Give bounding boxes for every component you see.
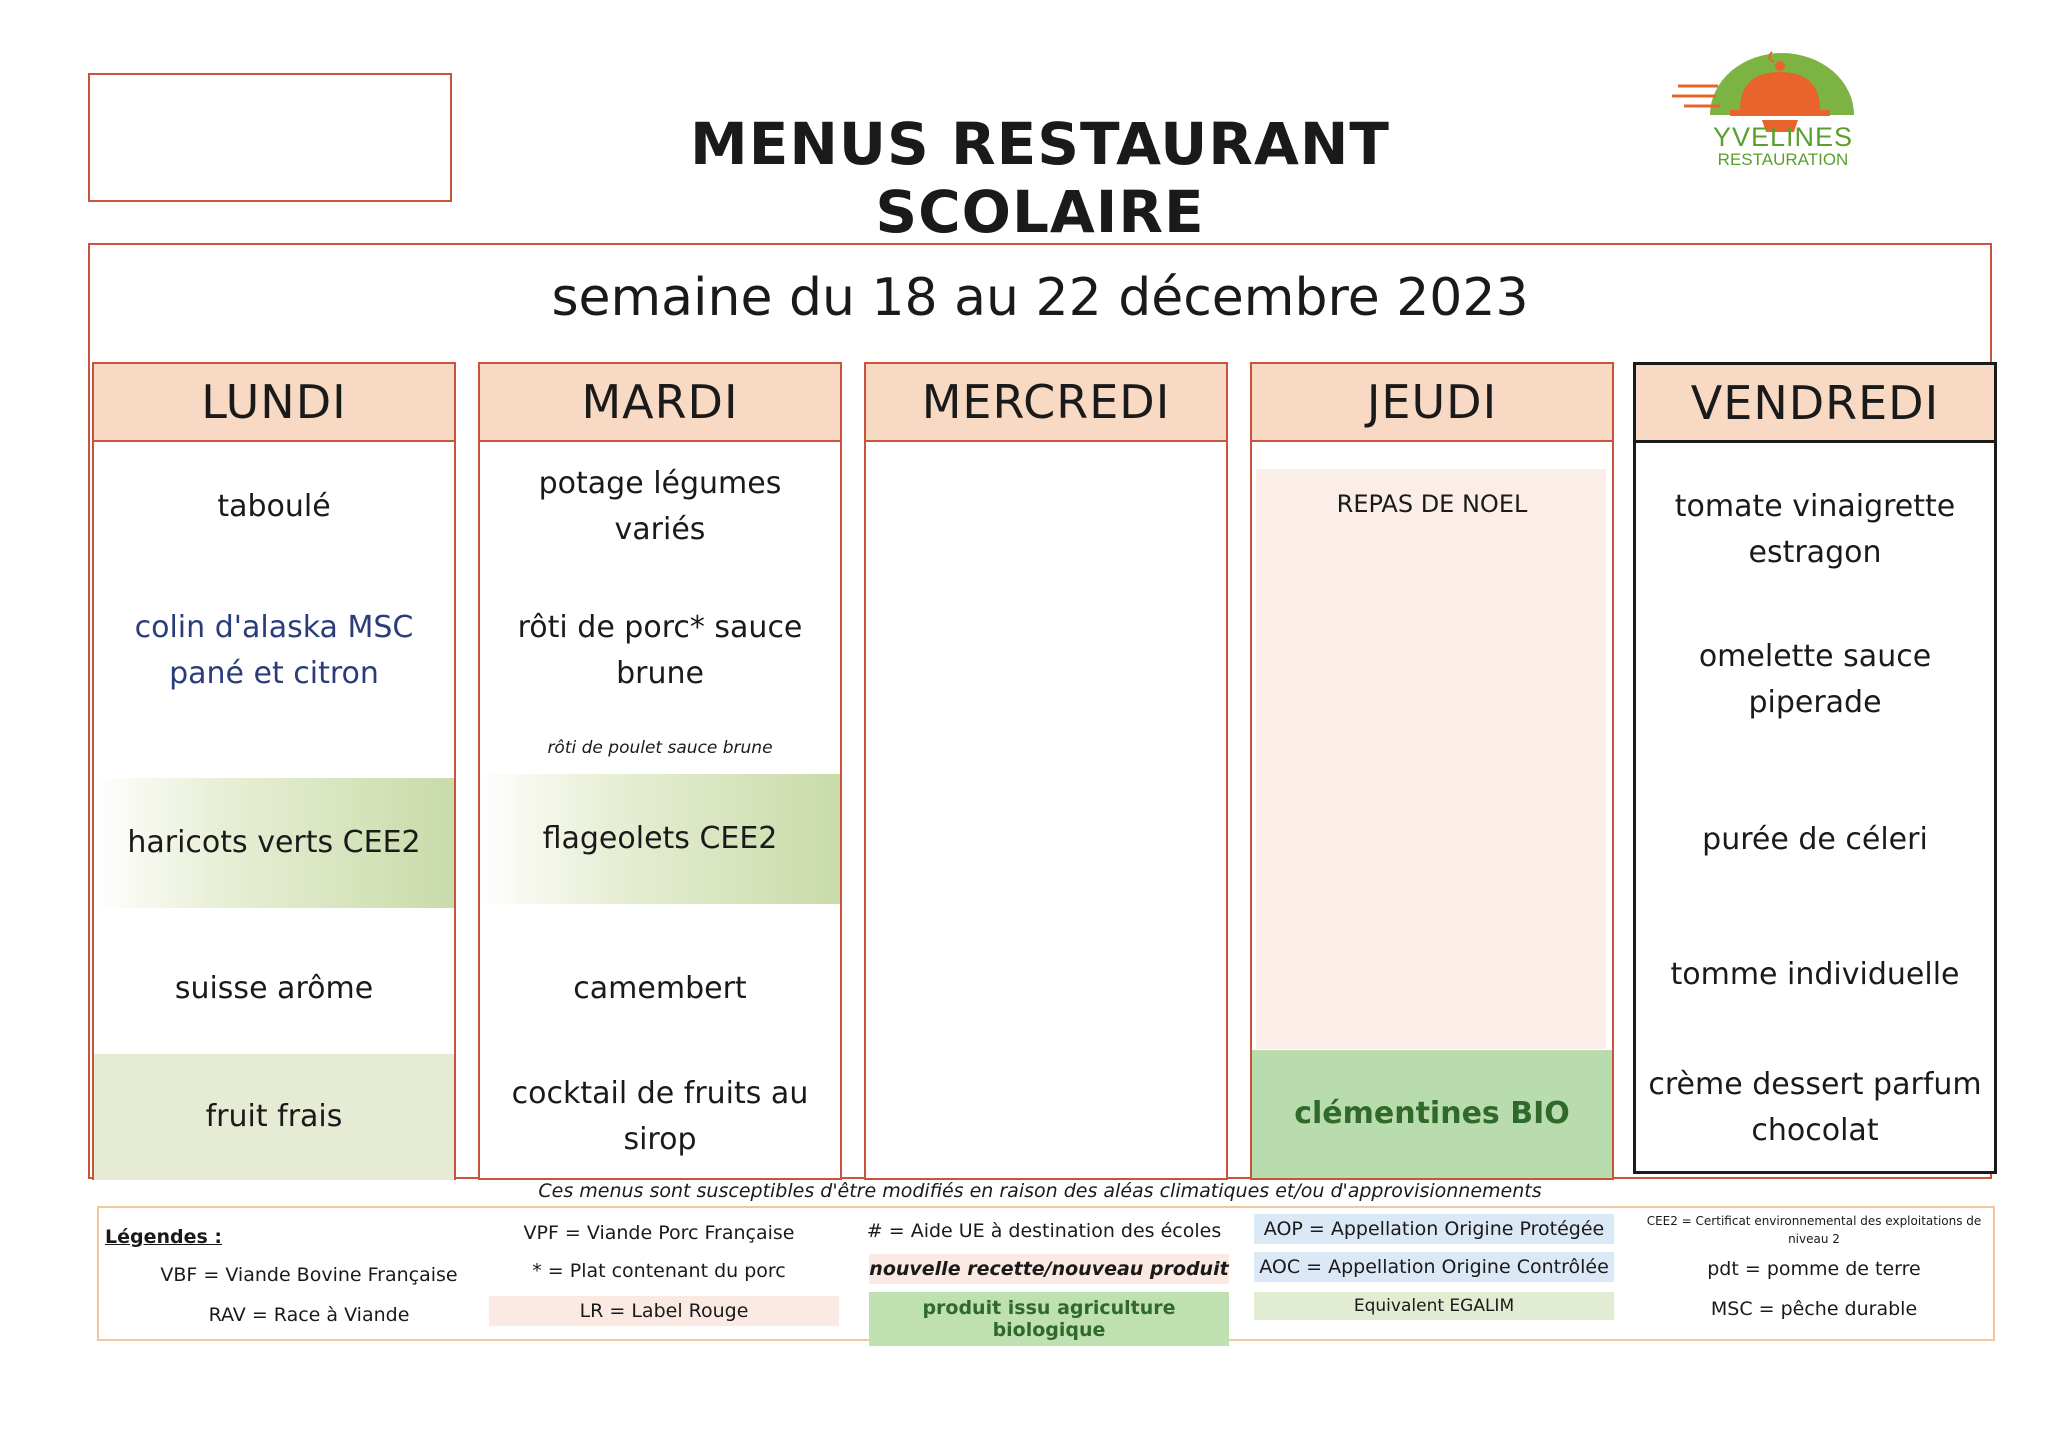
mardi-dessert: cocktail de fruits au sirop xyxy=(511,1076,809,1157)
yvelines-restauration-logo xyxy=(1670,50,1870,180)
legend-cee2: CEE2 = Certificat environnemental des exploitations de niveau 2 xyxy=(1646,1214,1982,1246)
legend-porc: * = Plat contenant du porc xyxy=(532,1260,786,1282)
page-title: MENUS RESTAURANT SCOLAIRE xyxy=(690,110,1390,246)
mardi-main: rôti de porc* sauce brune xyxy=(517,610,803,691)
lundi-main: colin d'alaska MSC pané et citron xyxy=(134,610,414,691)
legend-pdt: pdt = pomme de terre xyxy=(1707,1258,1921,1280)
lundi-starter: taboulé xyxy=(217,489,331,524)
day-header-mercredi: MERCREDI xyxy=(866,364,1226,442)
legend-msc: MSC = pêche durable xyxy=(1710,1298,1918,1320)
legend-title: Légendes : xyxy=(105,1226,223,1248)
day-header-jeudi: JEUDI xyxy=(1252,364,1612,442)
jeudi-dessert: clémentines BIO xyxy=(1252,1050,1612,1178)
day-column-mardi xyxy=(478,362,842,1180)
mardi-side: flageolets CEE2 xyxy=(480,774,840,904)
disclaimer-note: Ces menus sont susceptibles d'être modifiés en raison des aléas climatiques et/ou d'approvisionnements xyxy=(538,1180,1542,1202)
legend-box xyxy=(97,1206,1995,1341)
day-header-lundi: LUNDI xyxy=(94,364,454,442)
legend-vbf: VBF = Viande Bovine Française xyxy=(160,1264,458,1286)
mardi-dairy: camembert xyxy=(573,971,747,1006)
lundi-dessert: fruit frais xyxy=(94,1054,454,1180)
lundi-dairy: suisse arôme xyxy=(174,971,374,1006)
legend-egalim: Equivalent EGALIM xyxy=(1254,1292,1614,1320)
mardi-starter: potage légumes variés xyxy=(538,466,782,547)
legend-rav: RAV = Race à Viande xyxy=(208,1304,410,1326)
legend-nouvelle-recette: nouvelle recette/nouveau produit xyxy=(869,1254,1229,1284)
vendredi-side: purée de céleri xyxy=(1702,822,1928,857)
legend-aide-ue: # = Aide UE à destination des écoles xyxy=(866,1220,1222,1242)
week-label: semaine du 18 au 22 décembre 2023 xyxy=(551,268,1529,328)
vendredi-starter: tomate vinaigrette estragon xyxy=(1674,489,1956,570)
legend-vpf: VPF = Viande Porc Française xyxy=(523,1222,795,1244)
legend-label-rouge: LR = Label Rouge xyxy=(489,1296,839,1326)
christmas-meal-background xyxy=(1256,469,1606,1049)
day-header-mardi: MARDI xyxy=(480,364,840,442)
day-column-mercredi xyxy=(864,362,1228,1180)
jeudi-special-meal: REPAS DE NOEL xyxy=(1336,490,1528,518)
day-column-vendredi xyxy=(1633,362,1997,1174)
school-logo-placeholder xyxy=(88,73,452,202)
lundi-side: haricots verts CEE2 xyxy=(94,778,454,908)
legend-aoc: AOC = Appellation Origine Contrôlée xyxy=(1254,1252,1614,1282)
vendredi-dairy: tomme individuelle xyxy=(1670,957,1960,992)
day-column-lundi xyxy=(92,362,456,1180)
vendredi-main: omelette sauce piperade xyxy=(1698,639,1932,720)
legend-bio: produit issu agriculture biologique xyxy=(869,1292,1229,1346)
mardi-main-alternative: rôti de poulet sauce brune xyxy=(547,738,773,758)
day-header-vendredi: VENDREDI xyxy=(1636,365,1994,443)
vendredi-dessert: crème dessert parfum chocolat xyxy=(1648,1067,1982,1148)
day-column-jeudi xyxy=(1250,362,1614,1180)
logo-text-yvelines: YVELINES xyxy=(1712,122,1854,152)
logo-text-restauration: RESTAURATION xyxy=(1717,150,1849,169)
legend-aop: AOP = Appellation Origine Protégée xyxy=(1254,1214,1614,1244)
